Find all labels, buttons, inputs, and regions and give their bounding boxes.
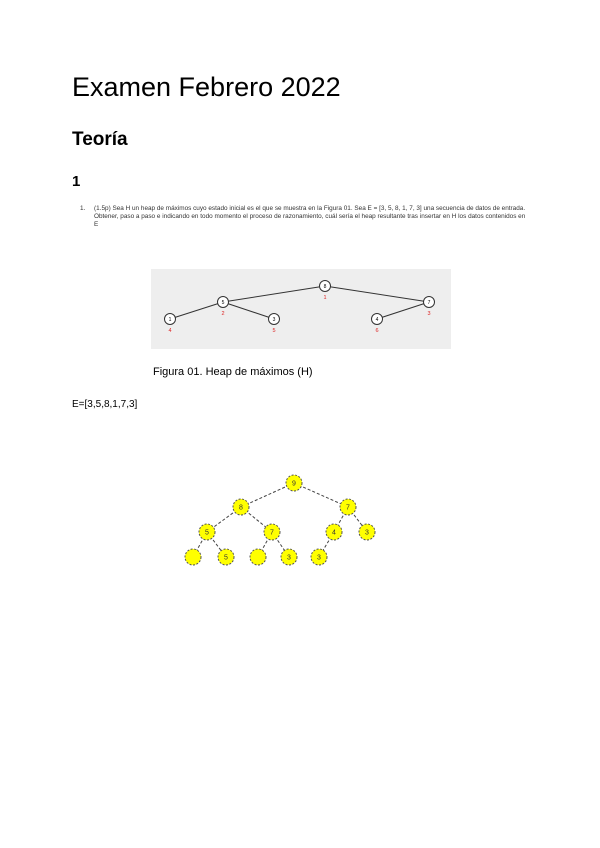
edge-7-4 xyxy=(377,302,429,319)
heap-result-node-value: 9 xyxy=(292,480,296,488)
heap-initial-node-1 xyxy=(165,314,176,335)
node-index: 5 xyxy=(272,328,276,334)
edge-8-7 xyxy=(325,286,429,302)
node-value: 3 xyxy=(272,317,276,323)
heap-result-nodes xyxy=(185,475,375,565)
heap-initial-node-8 xyxy=(320,281,331,302)
section-heading: Teoría xyxy=(72,129,128,150)
node-index: 2 xyxy=(221,311,225,317)
figure-heap-initial xyxy=(151,269,451,349)
heap-result-node-value: 4 xyxy=(332,529,336,537)
heap-result-node-value: 7 xyxy=(270,529,274,537)
heap-result-node-value: 7 xyxy=(346,504,350,512)
node-index: 6 xyxy=(375,328,379,334)
node-index: 4 xyxy=(168,328,172,334)
heap-result-node-value: 5 xyxy=(224,554,228,562)
node-index: 3 xyxy=(427,311,431,317)
figure-caption: Figura 01. Heap de máximos (H) xyxy=(153,366,313,378)
edge-5-1 xyxy=(170,302,223,319)
node-value: 5 xyxy=(221,300,225,306)
heap-initial-edges xyxy=(170,286,429,319)
heap-result-edges xyxy=(193,480,367,557)
node-value: 1 xyxy=(168,317,172,323)
question-text: (1.5p) Sea H un heap de máximos cuyo estado inicial es el que se muestra en la Figura 01. Sea E = [3, 5, 8, 1, 7, 3] una secuencia de datos de entrada. Obtener, paso a paso e indicando en todo momento el proceso de razonamiento, cuál sería el heap resultante tras insertar en H los datos contenidos en E xyxy=(94,205,526,229)
heap-result-node-value: 3 xyxy=(287,554,291,562)
question-text-block xyxy=(80,205,530,230)
page-title: Examen Febrero 2022 xyxy=(72,72,341,102)
edge xyxy=(241,480,296,507)
node-value: 8 xyxy=(323,284,327,290)
question-number-heading: 1 xyxy=(72,173,81,190)
heap-initial-node-5 xyxy=(218,297,229,318)
heap-initial-node-4 xyxy=(372,314,383,335)
edge-5-3 xyxy=(223,302,274,319)
node-value: 7 xyxy=(427,300,431,306)
node-index: 1 xyxy=(323,295,327,301)
edge-8-5 xyxy=(223,286,325,302)
heap-initial-node-7 xyxy=(424,297,435,318)
heap-result-node xyxy=(250,549,266,565)
heap-initial-diagram xyxy=(151,269,451,349)
heap-result-node-value: 8 xyxy=(239,504,243,512)
edge xyxy=(292,480,348,507)
question-item-number: 1. xyxy=(80,205,86,212)
figure-heap-result xyxy=(180,470,380,570)
heap-initial-node-3 xyxy=(269,314,280,335)
node-value: 4 xyxy=(375,317,379,323)
heap-result-node xyxy=(185,549,201,565)
heap-result-node-value: 3 xyxy=(365,529,369,537)
input-sequence: E=[3,5,8,1,7,3] xyxy=(72,399,138,410)
heap-result-node-value: 3 xyxy=(317,554,321,562)
heap-result-diagram xyxy=(180,470,380,570)
heap-result-node-value: 5 xyxy=(205,529,209,537)
